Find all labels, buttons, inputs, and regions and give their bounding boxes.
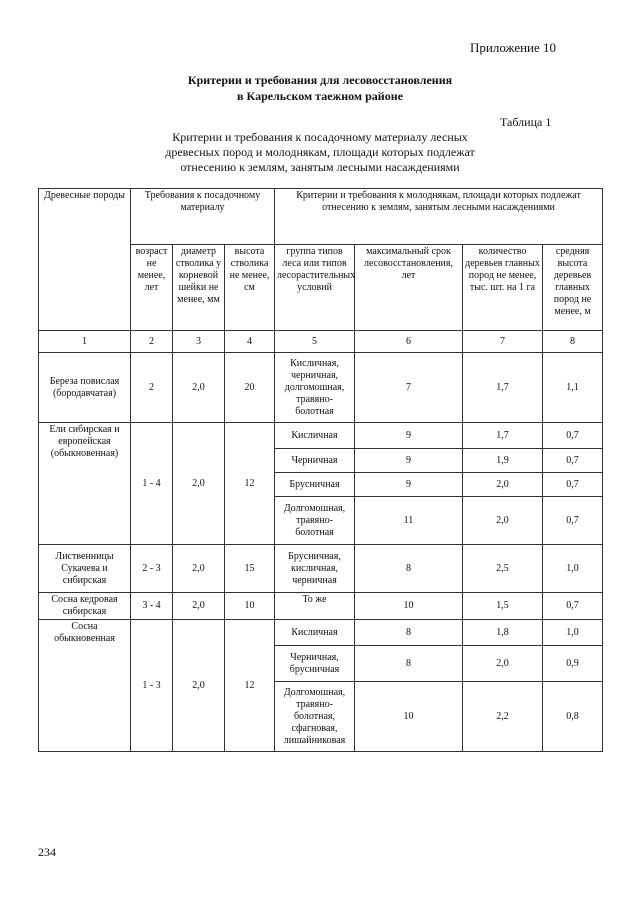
col-number: 5 [275, 331, 355, 353]
max-term-cell: 8 [355, 646, 463, 682]
page-number: 234 [38, 845, 56, 859]
tree-count-cell: 1,7 [463, 423, 543, 449]
title-line-1: Критерии и требования для лесовосстановления [187, 73, 453, 87]
max-term-cell: 10 [355, 593, 463, 620]
max-term-cell: 10 [355, 682, 463, 752]
appendix-label: Приложение 10 [470, 40, 557, 55]
header-diameter: диаметр стволика у корневой шейки не менее, мм [173, 245, 225, 331]
table-row [39, 620, 603, 646]
diameter-cell: 2,0 [173, 353, 225, 423]
header-species: Древесные породы [39, 189, 131, 331]
col-number: 6 [355, 331, 463, 353]
age-cell: 1 - 4 [131, 423, 173, 545]
species-cell: Береза повислая (бородавчатая) [39, 353, 131, 423]
tree-count-cell: 1,7 [463, 353, 543, 423]
forest-type-cell: Черничная [275, 449, 355, 473]
height-cell: 10 [225, 593, 275, 620]
tree-count-cell: 2,0 [463, 497, 543, 545]
age-cell: 1 - 3 [131, 620, 173, 752]
avg-height-cell: 0,7 [543, 423, 603, 449]
forest-type-cell: Кисличная, черничная, долгомошная, травяно-болотная [275, 353, 355, 423]
header-forest-type: группа типов леса или типов лесорастительных условий [275, 245, 355, 331]
diameter-cell: 2,0 [173, 545, 225, 593]
col-number: 4 [225, 331, 275, 353]
max-term-cell: 9 [355, 423, 463, 449]
forest-type-cell: Кисличная [275, 423, 355, 449]
avg-height-cell: 1,1 [543, 353, 603, 423]
avg-height-cell: 0,7 [543, 473, 603, 497]
diameter-cell: 2,0 [173, 620, 225, 752]
species-cell: Сосна кедровая сибирская [39, 593, 131, 620]
forest-type-cell: То же [275, 593, 355, 620]
forest-type-cell: Черничная, брусничная [275, 646, 355, 682]
forest-type-cell: Долгомошная, травяно-болотная, сфагновая, лишайниковая [275, 682, 355, 752]
tree-count-cell: 1,9 [463, 449, 543, 473]
col-number: 1 [39, 331, 131, 353]
header-age: возраст не менее, лет [131, 245, 173, 331]
forest-type-cell: Долгомошная, травяно-болотная [275, 497, 355, 545]
table-number: Таблица 1 [500, 115, 552, 129]
height-cell: 12 [225, 423, 275, 545]
diameter-cell: 2,0 [173, 423, 225, 545]
max-term-cell: 11 [355, 497, 463, 545]
header-max-term: максимальный срок лесовосстановления, лет [355, 245, 463, 331]
tree-count-cell: 2,0 [463, 473, 543, 497]
column-number-row [39, 331, 603, 353]
col-number: 8 [543, 331, 603, 353]
age-cell: 2 [131, 353, 173, 423]
height-cell: 12 [225, 620, 275, 752]
col-number: 3 [173, 331, 225, 353]
avg-height-cell: 0,7 [543, 593, 603, 620]
species-cell: Ели сибирская и европейская (обыкновенная) [39, 423, 131, 545]
max-term-cell: 9 [355, 473, 463, 497]
table-row [39, 545, 603, 593]
criteria-table [38, 188, 603, 752]
tree-count-cell: 2,2 [463, 682, 543, 752]
avg-height-cell: 0,9 [543, 646, 603, 682]
avg-height-cell: 0,7 [543, 497, 603, 545]
age-cell: 2 - 3 [131, 545, 173, 593]
header-young-stands: Критерии и требования к молоднякам, площади которых подлежат отнесению к землям, занятым лесными насаждениями [275, 189, 603, 245]
header-avg-height: средняя высота деревьев главных пород не менее, м [543, 245, 603, 331]
max-term-cell: 8 [355, 545, 463, 593]
max-term-cell: 7 [355, 353, 463, 423]
table-row [39, 353, 603, 423]
header-planting-material: Требования к посадочному материалу [131, 189, 275, 245]
age-cell: 3 - 4 [131, 593, 173, 620]
table-row [39, 593, 603, 620]
species-cell: Сосна обыкновенная [39, 620, 131, 752]
avg-height-cell: 0,8 [543, 682, 603, 752]
tree-count-cell: 2,0 [463, 646, 543, 682]
header-tree-count: количество деревьев главных пород не менее, тыс. шт. на 1 га [463, 245, 543, 331]
forest-type-cell: Кисличная [275, 620, 355, 646]
caption-line-2: древесных пород и молоднякам, площади которых подлежат [165, 145, 475, 159]
tree-count-cell: 2,5 [463, 545, 543, 593]
diameter-cell: 2,0 [173, 593, 225, 620]
max-term-cell: 9 [355, 449, 463, 473]
table-caption [110, 130, 530, 175]
caption-line-3: отнесению к землям, занятым лесными насаждениями [180, 160, 460, 174]
forest-type-cell: Брусничная, кисличная, черничная [275, 545, 355, 593]
species-cell: Лиственницы Сукачева и сибирская [39, 545, 131, 593]
col-number: 7 [463, 331, 543, 353]
col-number: 2 [131, 331, 173, 353]
caption-line-1: Критерии и требования к посадочному материалу лесных [172, 130, 468, 144]
tree-count-cell: 1,5 [463, 593, 543, 620]
height-cell: 15 [225, 545, 275, 593]
forest-type-cell: Брусничная [275, 473, 355, 497]
table-row [39, 423, 603, 449]
tree-count-cell: 1,8 [463, 620, 543, 646]
page-title [120, 72, 520, 104]
max-term-cell: 8 [355, 620, 463, 646]
avg-height-cell: 1,0 [543, 545, 603, 593]
title-line-2: в Карельском таежном районе [237, 89, 403, 103]
header-height: высота стволика не менее, см [225, 245, 275, 331]
avg-height-cell: 0,7 [543, 449, 603, 473]
avg-height-cell: 1,0 [543, 620, 603, 646]
height-cell: 20 [225, 353, 275, 423]
